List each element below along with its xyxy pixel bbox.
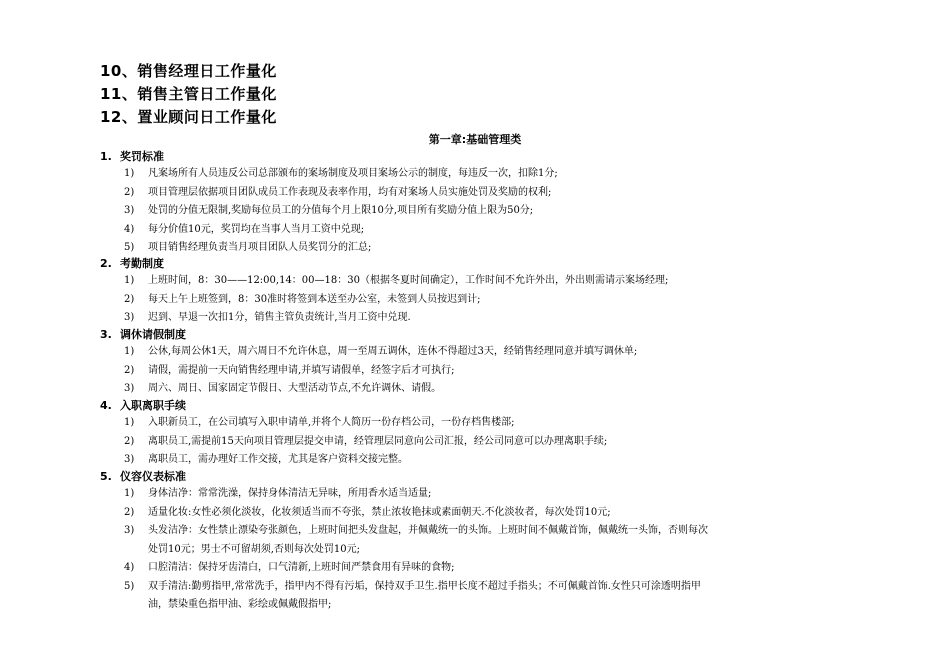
list-item xyxy=(124,559,824,577)
list-item-text: 头发洁净：女性禁止漂染夸张颜色，上班时间把头发盘起，并佩戴统一的头饰。上班时间不佩戴首饰，佩戴统一头饰，否则每次 xyxy=(148,525,708,536)
list-item xyxy=(124,343,824,361)
list-item xyxy=(124,309,824,327)
section-heading xyxy=(100,327,186,343)
list-item xyxy=(124,221,824,239)
list-item-text: 请假，需提前一天向销售经理申请,并填写请假单，经签字后才可执行; xyxy=(148,364,455,376)
list-item-text: 离职员工，需办理好工作交接，尤其是客户资料交接完整。 xyxy=(148,454,408,465)
chapter-title: 第一章:基础管理类 xyxy=(428,133,522,146)
list-item xyxy=(124,522,824,540)
list-item-number: 3) xyxy=(124,312,135,323)
list-item-text: 油，禁染重色指甲油、彩绘或佩戴假指甲; xyxy=(148,599,332,610)
list-item xyxy=(124,165,824,183)
list-item-number: 4) xyxy=(124,223,135,235)
list-item-number: 3) xyxy=(124,454,135,465)
list-item-text: 项目管理层依据项目团队成员工作表现及表率作用，均有对案场人员实施处罚及奖励的权利; xyxy=(148,186,552,198)
list-item xyxy=(124,433,824,451)
list-item xyxy=(124,578,824,596)
list-item-text: 凡案场所有人员违反公司总部颁布的案场制度及项目案场公示的制度，每违反一次，扣除1分; xyxy=(148,168,558,179)
list-item xyxy=(124,272,824,290)
list-item xyxy=(124,380,824,398)
list-item-text: 身体洁净：常常洗澡，保持身体清洁无异味，所用香水适当适量; xyxy=(148,488,432,499)
list-item-text: 处罚的分值无限制,奖励每位员工的分值每个月上限10分,项目所有奖励分值上限为50分; xyxy=(148,205,534,216)
toc-line-12: 12、置业顾问日工作量化 xyxy=(100,108,277,126)
list-item-continuation xyxy=(124,596,824,614)
section-number: 2. xyxy=(100,257,112,270)
list-item-number: 4) xyxy=(124,562,135,573)
list-item-text: 周六、周日、国家固定节假日、大型活动节点,不允许调休、请假。 xyxy=(148,383,442,394)
list-item-number: 1) xyxy=(124,168,135,179)
toc-line-10: 10、销售经理日工作量化 xyxy=(100,62,277,80)
list-item xyxy=(124,184,824,202)
section-heading xyxy=(100,398,186,414)
list-item xyxy=(124,239,824,257)
list-item-number: 1) xyxy=(124,417,135,428)
list-item-text: 每分价值10元，奖罚均在当事人当月工资中兑现; xyxy=(148,223,365,235)
list-item-number: 3) xyxy=(124,383,135,394)
list-item-text: 上班时间，8：30——12:00,14：00—18：30（根据冬夏时间确定），工作时间不允许外出，外出则需请示案场经理; xyxy=(148,275,669,286)
list-item-number: 1) xyxy=(124,346,135,357)
section-title: 调休请假制度 xyxy=(120,328,186,341)
list-item xyxy=(124,362,824,380)
list-item-text: 处罚10元；男士不可留胡须,否则每次处罚10元; xyxy=(148,543,360,555)
list-item xyxy=(124,291,824,309)
section-title: 奖罚标准 xyxy=(120,150,164,163)
toc-line-11: 11、销售主管日工作量化 xyxy=(100,85,277,103)
list-item-text: 入职新员工，在公司填写入职申请单,并将个人简历一份存档公司，一份存档售楼部; xyxy=(148,417,515,428)
list-item-number: 2) xyxy=(124,435,135,447)
list-item-text: 双手清洁:勤剪指甲,常常洗手，指甲内不得有污垢，保持双手卫生.指甲长度不超过手指头；不可佩戴首饰.女性只可涂透明指甲 xyxy=(148,580,701,592)
list-item xyxy=(124,504,824,522)
list-item xyxy=(124,485,824,503)
list-item-number: 2) xyxy=(124,293,135,305)
list-item-number: 2) xyxy=(124,186,135,198)
list-item xyxy=(124,414,824,432)
list-item-text: 适量化妆:女性必须化淡妆，化妆须适当而不夸张，禁止浓妆艳抹或素面朝天.不化淡妆者，每次处罚10元; xyxy=(148,506,611,518)
list-item-number: 1) xyxy=(124,488,135,499)
list-item-number: 2) xyxy=(124,506,135,518)
section-title: 考勤制度 xyxy=(120,257,164,270)
section-number: 1. xyxy=(100,150,112,163)
section-title: 入职离职手续 xyxy=(120,399,186,412)
section-number: 5. xyxy=(100,470,112,483)
list-item-number: 5) xyxy=(124,580,135,592)
section-heading xyxy=(100,149,164,165)
list-item-continuation xyxy=(124,541,824,559)
list-item-number: 1) xyxy=(124,275,135,286)
section-title: 仪容仪表标准 xyxy=(120,470,186,483)
list-item-text: 项目销售经理负责当月项目团队人员奖罚分的汇总; xyxy=(148,242,372,253)
list-item-number: 5) xyxy=(124,242,135,253)
list-item-text: 离职员工,需提前15天向项目管理层提交申请，经管理层同意向公司汇报，经公司同意可以办理离职手续; xyxy=(148,435,608,447)
list-item-number: 3) xyxy=(124,525,135,536)
list-item-text: 每天上午上班签到，8：30准时将签到本送至办公室，未签到人员按迟到计; xyxy=(148,293,481,305)
list-item-text: 公休,每周公休1天，周六周日不允许休息，周一至周五调休，连休不得超过3天，经销售经理同意并填写调休单; xyxy=(148,346,638,357)
list-item xyxy=(124,202,824,220)
list-item-number: 2) xyxy=(124,364,135,376)
section-number: 4. xyxy=(100,399,112,412)
section-heading xyxy=(100,256,164,272)
section-number: 3. xyxy=(100,328,112,341)
list-item-number: 3) xyxy=(124,205,135,216)
list-item-text: 迟到、早退一次扣1分，销售主管负责统计,当月工资中兑现. xyxy=(148,312,411,323)
list-item-text: 口腔清洁：保持牙齿清白，口气清新,上班时间严禁食用有异味的食物; xyxy=(148,562,455,573)
list-item xyxy=(124,451,824,469)
section-heading xyxy=(100,469,186,485)
